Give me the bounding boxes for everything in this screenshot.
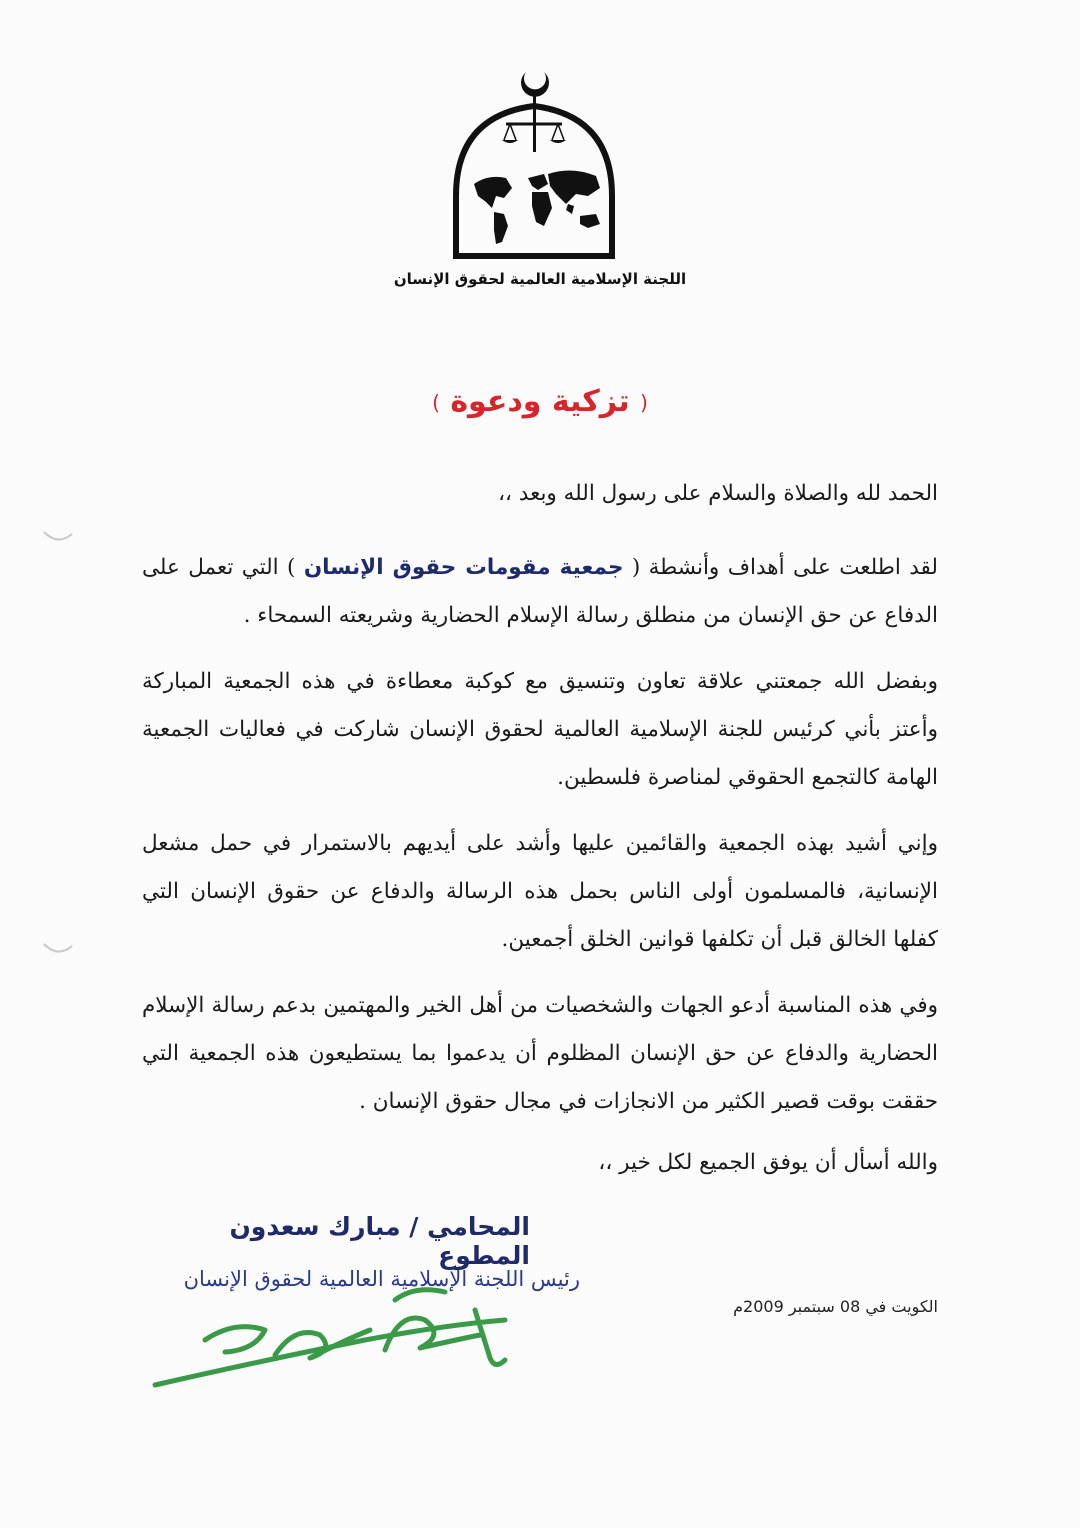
paragraph-1-end: ) التي تعمل على الدفاع عن حق الإنسان من منطلق رسالة الإسلام الحضارية وشريعته السمحاء .: [142, 555, 938, 628]
letter-body: [142, 470, 938, 1144]
organization-logo: [448, 66, 620, 262]
association-name: جمعية مقومات حقوق الإنسان: [303, 555, 624, 580]
paragraph-1-start: لقد اطلعت على أهداف وأنشطة (: [631, 555, 938, 580]
paragraph-1: [142, 544, 938, 640]
letter-title: [340, 384, 740, 419]
greeting: الحمد لله والصلاة والسلام على رسول الله وبعد ،،: [498, 481, 938, 506]
handwritten-signature: [145, 1280, 525, 1400]
closing-prayer: والله أسأل أن يوفق الجميع لكل خير ،،: [598, 1150, 938, 1175]
date-place: الكويت في 08 سبتمبر 2009م: [733, 1297, 938, 1316]
paragraph-2: وبفضل الله جمعتني علاقة تعاون وتنسيق مع كوكبة معطاءة في هذه الجمعية المباركة وأعتز بأني كرئيس للجنة الإسلامية العالمية لحقوق الإنسان شاركت في فعاليات الجمعية الهامة كالتجمع الحقوقي لمناصرة فلسطين.: [142, 669, 938, 790]
paragraph-4: وفي هذه المناسبة أدعو الجهات والشخصيات من أهل الخير والمهتمين بدعم رسالة الإسلام الحضارية والدفاع عن حق الإنسان المظلوم أن يدعموا بما يستطيعون هذه الجمعية التي حققت بوقت قصير الكثير من الانجازات في مجال حقوق الإنسان .: [142, 993, 938, 1114]
organization-name: اللجنة الإسلامية العالمية لحقوق الإنسان: [393, 270, 687, 288]
signer-title: رئيس اللجنة الإسلامية العالمية لحقوق الإنسان: [183, 1267, 580, 1291]
title-text: تزكية ودعوة: [450, 384, 630, 419]
signer-name: المحامي / مبارك سعدون المطوع: [229, 1212, 530, 1270]
punch-hole-mark: [40, 522, 76, 552]
title-open-paren: (: [640, 390, 648, 415]
title-close-paren: ): [432, 390, 440, 415]
punch-hole-mark: [40, 934, 76, 964]
paragraph-3: وإني أشيد بهذه الجمعية والقائمين عليها وأشد على أيديهم بالاستمرار في حمل مشعل الإنسانية، فالمسلمون أولى الناس بحمل هذه الرسالة والدفاع عن حقوق الإنسان التي كفلها الخالق قبل أن تكلفها قوانين الخلق أجمعين.: [142, 831, 938, 952]
